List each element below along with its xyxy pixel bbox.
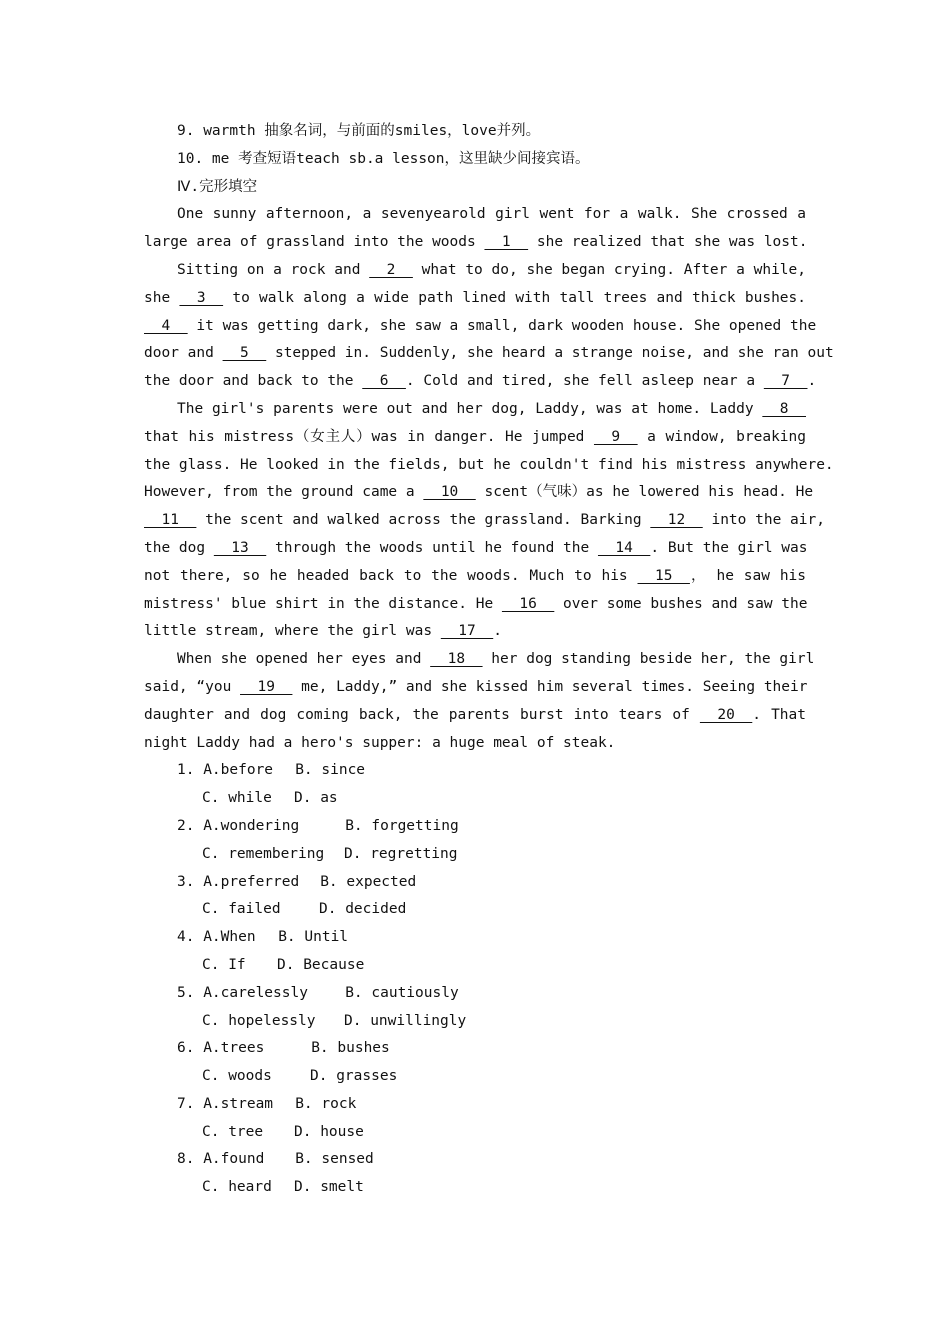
passage-text: . That: [752, 706, 806, 723]
passage-text: a window, breaking: [637, 428, 806, 445]
answer-blank: 6: [362, 373, 406, 390]
section-title: Ⅳ.完形填空: [177, 178, 258, 195]
question-options-row: [144, 896, 806, 924]
option-c[interactable]: C. hopelessly: [202, 1012, 316, 1029]
option-a[interactable]: A.carelessly: [203, 984, 308, 1001]
passage-line: [144, 340, 834, 368]
question-number: 6.: [177, 1040, 204, 1057]
passage-text: . Cold and tired, she fell asleep near a: [405, 373, 764, 390]
passage-line: [144, 479, 814, 507]
passage-text: .: [807, 373, 817, 390]
passage-text: little stream, where the girl was: [144, 623, 441, 640]
document-page: [144, 118, 834, 1202]
answer-blank: 10: [423, 484, 476, 501]
answer-blank: 7: [763, 373, 808, 390]
question-item: [144, 1091, 806, 1119]
passage-line: [144, 201, 806, 229]
option-c[interactable]: C. while: [202, 790, 272, 807]
passage-text: . But the girl was: [650, 539, 808, 556]
answer-blank: 2: [369, 261, 413, 278]
option-a[interactable]: A.found: [203, 1151, 265, 1168]
question-options-row: [144, 1174, 806, 1202]
answer-blank: 8: [762, 400, 806, 417]
option-c[interactable]: C. remembering: [202, 845, 325, 862]
answer-blank: 11: [144, 512, 197, 529]
passage-line: [144, 257, 806, 285]
question-number: 8.: [177, 1151, 204, 1168]
passage-text: .: [493, 623, 502, 640]
option-a[interactable]: A.stream: [203, 1095, 274, 1112]
question-list: [144, 757, 806, 1202]
passage-text: she realized that she was lost.: [528, 234, 808, 251]
passage-line: [144, 591, 806, 619]
answer-blank: 12: [650, 512, 703, 529]
answer-blank: 17: [440, 623, 494, 640]
answer-blank: 9: [593, 428, 638, 445]
question-options-row: [144, 785, 806, 813]
passage-text: the scent and walked across the grassland. Barking: [196, 512, 651, 529]
question-item: [144, 1035, 806, 1063]
passage-line: [144, 452, 834, 480]
passage-text: the dog: [144, 539, 214, 556]
passage-line: [144, 313, 817, 341]
passage-text: scent（气味）as he lowered his head. He: [475, 484, 814, 501]
option-d[interactable]: D. regretting: [344, 845, 458, 862]
passage-text: stepped in. Suddenly, she heard a strange noise, and she ran out: [266, 345, 834, 362]
question-options-row: [144, 1008, 806, 1036]
option-c[interactable]: C. failed: [202, 901, 281, 918]
option-b[interactable]: B. cautiously: [345, 984, 459, 1001]
passage-text: into the air,: [702, 512, 825, 529]
question-options-row: [144, 1119, 806, 1147]
option-a[interactable]: A.trees: [203, 1040, 265, 1057]
passage-line: [144, 396, 806, 424]
cloze-passage: [144, 201, 834, 757]
option-a[interactable]: A.before: [203, 762, 274, 779]
question-options-row: [144, 1063, 806, 1091]
answer-blank: 16: [501, 595, 555, 612]
passage-line: [144, 285, 806, 313]
option-b[interactable]: B. expected: [320, 873, 417, 890]
question-number: 2.: [177, 817, 204, 834]
question-item: [144, 813, 806, 841]
answer-blank: 4: [144, 317, 188, 334]
question-options-row: [144, 841, 806, 869]
option-a[interactable]: A.preferred: [203, 873, 300, 890]
question-number: 1.: [177, 762, 204, 779]
option-b[interactable]: B. Until: [278, 929, 349, 946]
passage-text: door and: [144, 345, 223, 362]
question-number: 3.: [177, 873, 204, 890]
option-d[interactable]: D. smelt: [294, 1179, 364, 1196]
passage-text: night Laddy had a hero's supper: a huge meal of steak.: [144, 734, 616, 751]
passage-line: [144, 730, 806, 758]
question-item: [144, 869, 806, 897]
option-b[interactable]: B. forgetting: [345, 817, 459, 834]
option-a[interactable]: A.wondering: [203, 817, 300, 834]
answer-blank: 18: [430, 651, 483, 668]
answer-note-9: 9. warmth 抽象名词，与前面的smiles，love并列。: [177, 123, 541, 139]
passage-text: over some bushes and saw the: [554, 595, 808, 612]
option-c[interactable]: C. If: [202, 956, 246, 973]
passage-text: it was getting dark, she saw a small, dark wooden house. She opened the: [187, 317, 817, 334]
option-a[interactable]: A.When: [203, 929, 256, 946]
question-options-row: [144, 952, 806, 980]
passage-text: When she opened her eyes and: [177, 651, 431, 668]
passage-line: [144, 229, 806, 257]
answer-blank: 14: [597, 539, 651, 556]
option-b[interactable]: B. since: [295, 762, 366, 779]
passage-line: [144, 563, 806, 591]
question-item: [144, 924, 806, 952]
answer-blank: 3: [179, 289, 224, 306]
option-d[interactable]: D. decided: [319, 901, 407, 918]
passage-text: not there, so he headed back to the woods. Much to his: [144, 567, 638, 584]
passage-text: ， he saw his: [689, 567, 807, 584]
answer-note-10: 10. me 考查短语teach sb.a lesson，这里缺少间接宾语。: [177, 150, 590, 167]
passage-line: [144, 507, 825, 535]
passage-text: said, “you: [144, 678, 241, 695]
passage-text: the glass. He looked in the fields, but he couldn't find his mistress anywhere.: [144, 456, 834, 473]
passage-text: The girl's parents were out and her dog, Laddy, was at home. Laddy: [177, 400, 763, 417]
answer-blank: 19: [240, 678, 293, 695]
passage-line: [144, 646, 815, 674]
option-b[interactable]: B. rock: [295, 1095, 357, 1112]
answer-blank: 20: [699, 706, 753, 723]
option-d[interactable]: D. grasses: [310, 1068, 398, 1085]
option-c[interactable]: C. heard: [202, 1179, 272, 1196]
passage-line: [144, 674, 806, 702]
option-d[interactable]: D. Because: [277, 956, 365, 973]
passage-line: [144, 535, 806, 563]
answer-blank: 15: [637, 567, 690, 584]
question-number: 7.: [177, 1095, 204, 1112]
option-b[interactable]: B. bushes: [311, 1040, 390, 1057]
passage-line: [144, 702, 806, 730]
passage-text: One sunny afternoon, a sevenyearold girl went for a walk. She crossed a: [177, 206, 806, 223]
passage-text: she: [144, 289, 180, 306]
passage-text: the door and back to the: [144, 373, 363, 390]
option-b[interactable]: B. sensed: [295, 1151, 374, 1168]
question-item: [144, 980, 806, 1008]
answer-blank: 13: [213, 539, 267, 556]
answer-blank: 5: [222, 345, 267, 362]
answer-blank: 1: [484, 234, 529, 251]
passage-text: her dog standing beside her, the girl: [482, 651, 815, 668]
question-number: 4.: [177, 929, 204, 946]
passage-line: [144, 618, 806, 646]
option-c[interactable]: C. woods: [202, 1068, 272, 1085]
passage-text: Sitting on a rock and: [177, 261, 370, 278]
passage-line: [144, 368, 817, 396]
passage-text: to walk along a wide path lined with tall trees and thick bushes.: [223, 289, 806, 306]
passage-text: daughter and dog coming back, the parents burst into tears of: [144, 706, 700, 723]
question-item: [144, 1146, 806, 1174]
question-number: 5.: [177, 984, 204, 1001]
option-d[interactable]: D. house: [294, 1123, 364, 1140]
passage-text: mistress' blue shirt in the distance. He: [144, 595, 502, 612]
passage-text: large area of grassland into the woods: [144, 234, 485, 251]
passage-text: me, Laddy,” and she kissed him several times. Seeing their: [292, 678, 808, 695]
question-item: [144, 757, 806, 785]
passage-text: through the woods until he found the: [266, 539, 598, 556]
passage-text: that his mistress（女主人）was in danger. He jumped: [144, 428, 594, 445]
passage-line: [144, 424, 806, 452]
passage-text: However, from the ground came a: [144, 484, 424, 501]
passage-text: what to do, she began crying. After a while,: [412, 261, 806, 278]
option-c[interactable]: C. tree: [202, 1123, 264, 1140]
option-d[interactable]: D. unwillingly: [344, 1012, 467, 1029]
option-d[interactable]: D. as: [294, 790, 338, 807]
